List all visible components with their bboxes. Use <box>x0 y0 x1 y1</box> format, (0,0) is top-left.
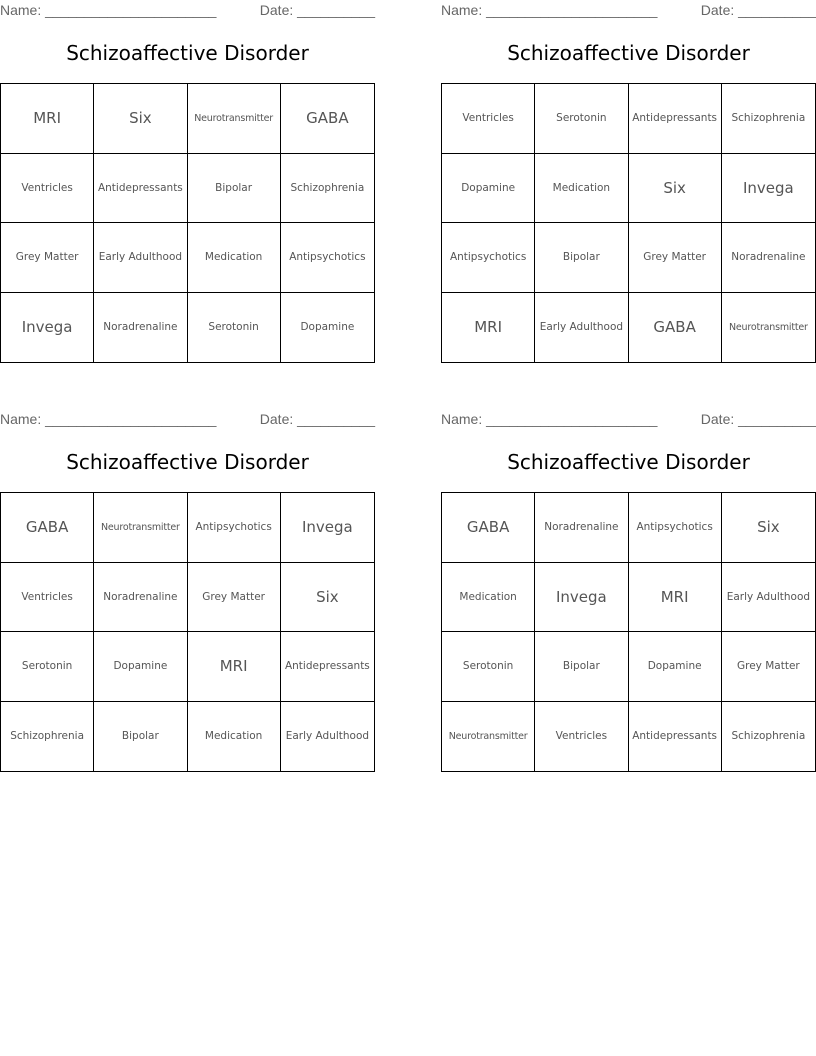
bingo-cell: Antipsychotics <box>629 493 722 563</box>
bingo-cell: Schizophrenia <box>722 84 815 154</box>
header-row <box>441 2 816 20</box>
bingo-cell: MRI <box>629 563 722 633</box>
name-field-label: Name: ______________________ <box>441 2 658 18</box>
bingo-card-2 <box>441 0 816 364</box>
date-field-label: Date: __________ <box>259 2 375 18</box>
bingo-cell: Antidepressants <box>629 702 722 772</box>
bingo-card-3 <box>0 409 375 773</box>
bingo-cell: Antipsychotics <box>281 223 374 293</box>
bingo-cell: Neurotransmitter <box>94 493 187 563</box>
bingo-cell: Six <box>281 563 374 633</box>
bingo-cell: Antipsychotics <box>188 493 281 563</box>
bingo-cell: Grey Matter <box>1 223 94 293</box>
bingo-cell: Early Adulthood <box>535 293 628 363</box>
date-field-label: Date: __________ <box>259 411 375 427</box>
date-field-label: Date: __________ <box>700 2 816 18</box>
bingo-cell: Early Adulthood <box>94 223 187 293</box>
bingo-grid <box>441 83 816 363</box>
header-row <box>0 411 375 429</box>
bingo-cell: Medication <box>188 223 281 293</box>
bingo-cell: Grey Matter <box>722 632 815 702</box>
bingo-cell: Serotonin <box>1 632 94 702</box>
bingo-cell: GABA <box>281 84 374 154</box>
bingo-cell: Bipolar <box>188 154 281 224</box>
bingo-cell: Invega <box>722 154 815 224</box>
bingo-cell: Dopamine <box>442 154 535 224</box>
bingo-cell: Schizophrenia <box>731 730 806 743</box>
name-field-label: Name: ______________________ <box>0 2 217 18</box>
bingo-card-1 <box>0 0 375 364</box>
bingo-cell: MRI <box>1 84 94 154</box>
bingo-cell: Medication <box>442 563 535 633</box>
bingo-cell: Antidepressants <box>94 154 187 224</box>
bingo-cell: Antipsychotics <box>442 223 535 293</box>
bingo-cell: Six <box>722 493 815 563</box>
bingo-grid <box>0 83 375 363</box>
bingo-cell: Grey Matter <box>188 563 281 633</box>
bingo-cell: Ventricles <box>1 154 94 224</box>
bingo-cell: Bipolar <box>94 702 187 772</box>
bingo-cell: GABA <box>442 493 535 563</box>
bingo-cell: Ventricles <box>535 702 628 772</box>
bingo-cell: Ventricles <box>442 84 535 154</box>
bingo-cell: Schizophrenia <box>1 702 94 772</box>
bingo-cell: Neurotransmitter <box>442 702 535 772</box>
bingo-card-4 <box>441 409 816 773</box>
bingo-cell: MRI <box>188 632 281 702</box>
bingo-cell: Early Adulthood <box>285 730 370 743</box>
card-title: Schizoaffective Disorder <box>66 450 309 474</box>
bingo-cell: Noradrenaline <box>535 493 628 563</box>
bingo-cell: GABA <box>629 293 722 363</box>
bingo-cell: Noradrenaline <box>722 223 815 293</box>
bingo-cell: Dopamine <box>629 632 722 702</box>
bingo-cell: Ventricles <box>1 563 94 633</box>
bingo-cell: Antidepressants <box>281 632 374 702</box>
bingo-cell: Serotonin <box>535 84 628 154</box>
bingo-cell: Serotonin <box>442 632 535 702</box>
bingo-cell: Invega <box>281 493 374 563</box>
bingo-cell: Six <box>629 154 722 224</box>
bingo-cell: Neurotransmitter <box>728 321 808 333</box>
bingo-grid <box>441 492 816 772</box>
bingo-cell: Noradrenaline <box>94 563 187 633</box>
bingo-cell: Bipolar <box>535 223 628 293</box>
card-title: Schizoaffective Disorder <box>507 450 750 474</box>
date-field-label: Date: __________ <box>700 411 816 427</box>
bingo-cell: Medication <box>188 702 281 772</box>
bingo-cell: Neurotransmitter <box>188 84 281 154</box>
bingo-cell: Six <box>94 84 187 154</box>
bingo-cell: GABA <box>1 493 94 563</box>
bingo-cell: Invega <box>1 293 94 363</box>
bingo-grid <box>0 492 375 772</box>
bingo-cell: Dopamine <box>94 632 187 702</box>
card-title: Schizoaffective Disorder <box>66 41 309 65</box>
bingo-cell: Medication <box>535 154 628 224</box>
card-title: Schizoaffective Disorder <box>507 41 750 65</box>
header-row <box>0 2 375 20</box>
header-row <box>441 411 816 429</box>
bingo-cell: Early Adulthood <box>722 563 815 633</box>
bingo-cell: Noradrenaline <box>94 293 187 363</box>
bingo-cell: Grey Matter <box>629 223 722 293</box>
bingo-cell: Bipolar <box>535 632 628 702</box>
name-field-label: Name: ______________________ <box>441 411 658 427</box>
bingo-cell: Serotonin <box>188 293 281 363</box>
bingo-cell: MRI <box>442 293 535 363</box>
bingo-cell: Schizophrenia <box>281 154 374 224</box>
bingo-cell: Invega <box>535 563 628 633</box>
bingo-cell: Antidepressants <box>629 84 722 154</box>
name-field-label: Name: ______________________ <box>0 411 217 427</box>
bingo-cell: Dopamine <box>300 321 355 334</box>
